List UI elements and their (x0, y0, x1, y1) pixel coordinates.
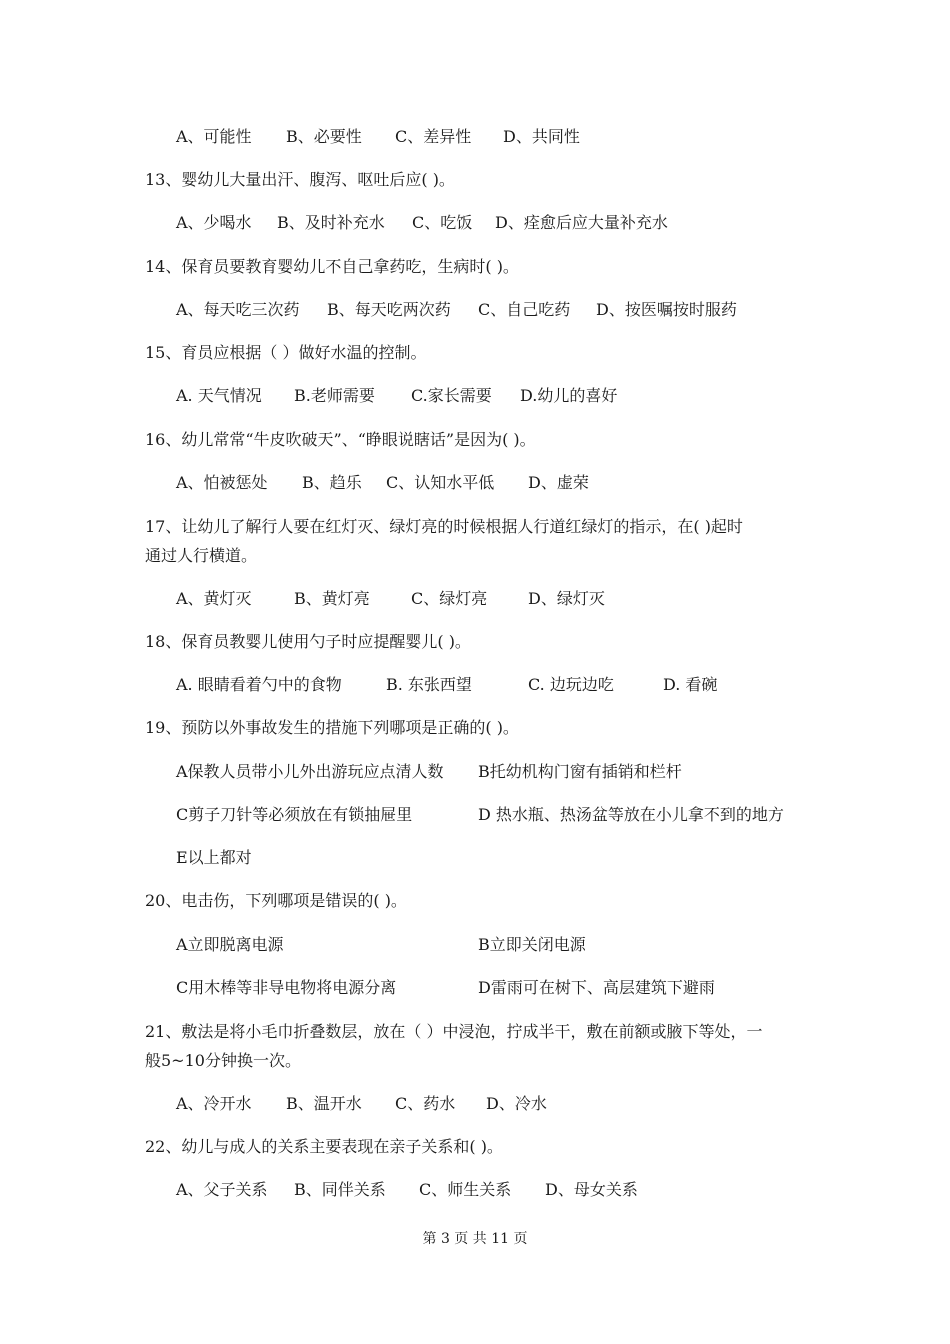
q15-option-b: B.老师需要 (294, 386, 375, 405)
q15-option-d: D.幼儿的喜好 (520, 386, 618, 405)
q19-option-b: B托幼机构门窗有插销和栏杆 (478, 762, 682, 781)
q17-option-d: D、绿灯灭 (528, 589, 605, 608)
q16-option-a: A、怕被惩处 (176, 473, 268, 492)
q15-option-c: C.家长需要 (411, 386, 492, 405)
q21-option-c: C、药水 (395, 1094, 456, 1113)
page-number-footer: 第 3 页 共 11 页 (422, 1231, 528, 1247)
q21-option-b: B、温开水 (286, 1094, 362, 1113)
q19-option-c: C剪子刀针等必须放在有锁抽屉里 (176, 805, 413, 824)
q21-stem-line1: 21、敷法是将小毛巾折叠数层，放在（ ）中浸泡，拧成半干，敷在前额或腋下等处，一 (145, 1022, 763, 1041)
q19-option-d: D 热水瓶、热汤盆等放在小儿拿不到的地方 (478, 805, 784, 824)
q17-option-a: A、黄灯灭 (176, 589, 252, 608)
q22-option-b: B、同伴关系 (294, 1180, 386, 1199)
q18-option-b: B. 东张西望 (386, 675, 472, 694)
q22-option-d: D、母女关系 (545, 1180, 638, 1199)
q20-stem: 20、电击伤，下列哪项是错误的( )。 (145, 891, 407, 910)
q19-stem: 19、预防以外事故发生的措施下列哪项是正确的( )。 (145, 718, 519, 737)
q17-stem-line1: 17、让幼儿了解行人要在红灯灭、绿灯亮的时候根据人行道红绿灯的指示，在( )起时 (145, 517, 743, 536)
q13-option-c: C、吃饭 (412, 213, 473, 232)
q21-option-a: A、冷开水 (176, 1094, 252, 1113)
q13-option-a: A、少喝水 (176, 213, 252, 232)
q13-option-d: D、痊愈后应大量补充水 (495, 213, 668, 232)
q20-option-b: B立即关闭电源 (478, 935, 586, 954)
q17-stem-line2: 通过人行横道。 (145, 546, 258, 565)
q14-option-b: B、每天吃两次药 (327, 300, 451, 319)
q14-option-a: A、每天吃三次药 (176, 300, 300, 319)
q19-option-a: A保教人员带小儿外出游玩应点清人数 (176, 762, 444, 781)
q19-option-e: E以上都对 (176, 848, 252, 867)
q20-option-d: D雷雨可在树下、高层建筑下避雨 (478, 978, 715, 997)
q18-stem: 18、保育员教婴儿使用勺子时应提醒婴儿( )。 (145, 632, 471, 651)
q15-option-a: A. 天气情况 (176, 386, 262, 405)
q22-stem: 22、幼儿与成人的关系主要表现在亲子关系和( )。 (145, 1137, 503, 1156)
q16-option-c: C、认知水平低 (386, 473, 495, 492)
q14-stem: 14、保育员要教育婴幼儿不自己拿药吃，生病时( )。 (145, 257, 519, 276)
q12-option-c: C、差异性 (395, 127, 472, 146)
q12-option-a: A、可能性 (176, 127, 252, 146)
q17-option-b: B、黄灯亮 (294, 589, 370, 608)
q20-option-a: A立即脱离电源 (176, 935, 284, 954)
q14-option-d: D、按医嘱按时服药 (596, 300, 737, 319)
q21-option-d: D、冷水 (486, 1094, 547, 1113)
q13-option-b: B、及时补充水 (277, 213, 385, 232)
q16-option-b: B、趋乐 (302, 473, 362, 492)
q13-stem: 13、婴幼儿大量出汗、腹泻、呕吐后应( )。 (145, 170, 455, 189)
q14-option-c: C、自己吃药 (478, 300, 571, 319)
q22-option-a: A、父子关系 (176, 1180, 268, 1199)
q21-stem-line2: 般5~10分钟换一次。 (145, 1051, 301, 1070)
q16-option-d: D、虚荣 (528, 473, 589, 492)
q17-option-c: C、绿灯亮 (411, 589, 488, 608)
q12-option-d: D、共同性 (503, 127, 580, 146)
q18-option-d: D. 看碗 (663, 675, 718, 694)
q20-option-c: C用木棒等非导电物将电源分离 (176, 978, 397, 997)
q15-stem: 15、育员应根据（ ）做好水温的控制。 (145, 343, 427, 362)
q18-option-a: A. 眼睛看着勺中的食物 (176, 675, 342, 694)
q12-option-b: B、必要性 (286, 127, 362, 146)
q18-option-c: C. 边玩边吃 (528, 675, 614, 694)
q22-option-c: C、师生关系 (419, 1180, 512, 1199)
q16-stem: 16、幼儿常常“牛皮吹破天”、“睁眼说瞎话”是因为( )。 (145, 430, 536, 449)
